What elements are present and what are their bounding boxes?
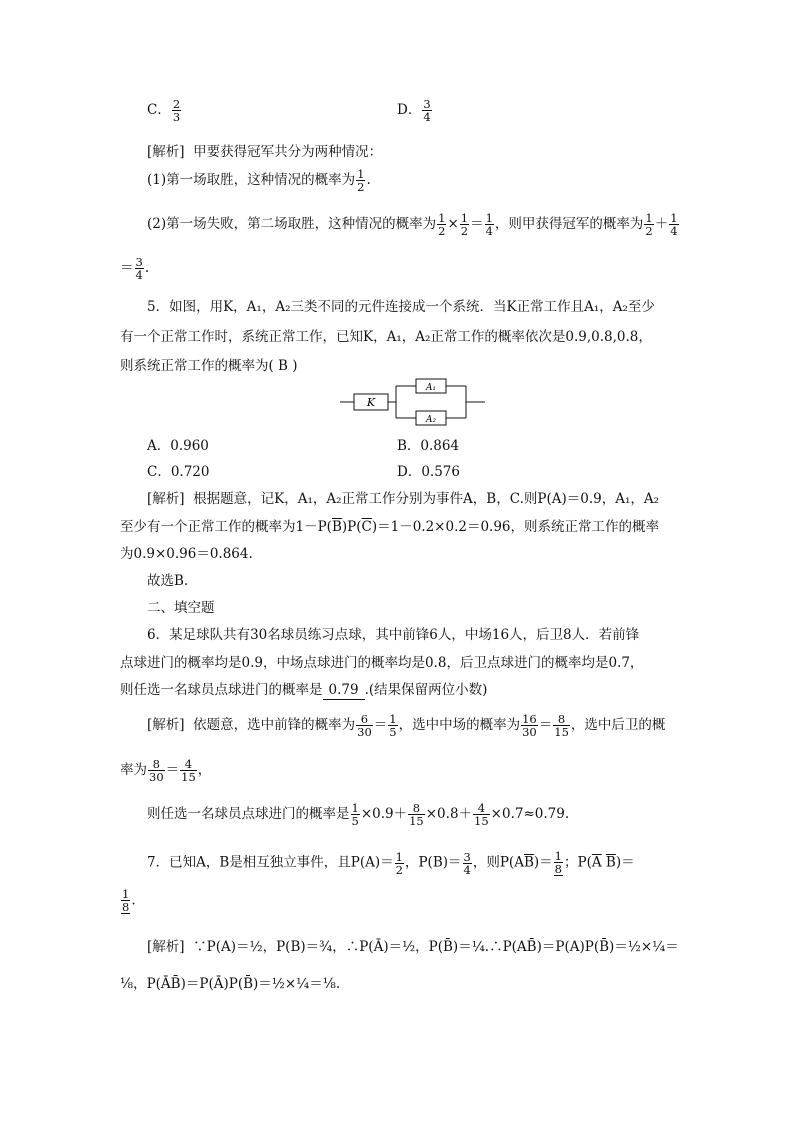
q7-answer2: $\frac{1}{8}$ . (122, 887, 136, 914)
q7-analysis-line2: ⅛，P(ĀB̄)＝P(Ā)P(B̄)＝½×¼＝⅛. (120, 976, 341, 992)
q7-stem-line1: 7．已知A，B是相互独立事件，且P(A)＝ $\frac{1}{2}$ ，P(B)＝ $\frac{3}{4}$ ，则$P(A\overline{B})=$ $\frac{1}{8}$ ；$P(\overline{A}$ $\overline{B})=$ (147, 849, 635, 877)
q6-analysis-line2: 率为 $\frac{8}{30}$ ＝ $\frac{4}{15}$ ， (120, 757, 212, 784)
q5-stem-line2: 有一个正常工作时，系统正常工作，已知K，A₁，A₂正常工作的概率依次是0.9,0.8,0.8， (120, 329, 652, 345)
q4-case1: (1)第一场取胜，这种情况的概率为 $\frac{1}{2}$ . (147, 167, 371, 194)
q4-option-d: D． $\frac{3}{4}$ (397, 97, 431, 124)
q5-stem-line3: 则系统正常工作的概率为( B ) (120, 358, 298, 374)
q6-answer: 0.79 (323, 681, 365, 700)
q6-stem-line2: 点球进门的概率均是0.9，中场点球进门的概率均是0.8，后卫点球进门的概率均是0.7， (120, 655, 644, 671)
q5-option-a: A．0.960 (147, 438, 209, 454)
circuit-diagram (340, 376, 490, 428)
q6-stem-line3: 则任选一名球员点球进门的概率是 0.79 .(结果保留两位小数) (120, 682, 488, 698)
q5-analysis-line2: 至少有一个正常工作的概率为$1-P(\overline{B})P(\overline{C})=1-0.2\times 0.2=0.96$，则系统正常工作的概率 (120, 519, 660, 535)
q6-analysis-line1: [解析] 依题意，选中前锋的概率为 $\frac{6}{30}$ ＝ $\frac{1}{5}$ ，选中中场的概率为 $\frac{16}{30}$ ＝ $\frac{8}{15}$ ，选中后卫的概 (147, 712, 666, 739)
component-k-label: K (366, 396, 376, 409)
q6-analysis-line3: 则任选一名球员点球进门的概率是 $\frac{1}{5}$ ×0.9＋ $\frac{8}{15}$ ×0.8＋ $\frac{4}{15}$ ×0.7≈0.79. (147, 801, 570, 828)
q5-option-c: C．0.720 (147, 464, 210, 480)
q5-stem-line1: 5．如图，用K，A₁，A₂三类不同的元件连接成一个系统．当K正常工作且A₁，A₂至少 (147, 299, 655, 315)
q4-option-c: C． $\frac{2}{3}$ (147, 97, 181, 124)
q4-case2: (2)第一场失败，第二场取胜，这种情况的概率为 $\frac{1}{2}$ × $\frac{1}{2}$ ＝ $\frac{1}{4}$ ，则甲获得冠军的概率为 $\frac{1}{2}$ ＋ $\frac{1}{4}$ (147, 211, 678, 238)
q5-option-d: D．0.576 (397, 464, 460, 480)
q5-conclusion: 故选B. (147, 573, 189, 589)
q6-stem-line1: 6．某足球队共有30名球员练习点球，其中前锋6人，中场16人，后卫8人．若前锋 (147, 627, 640, 643)
section-title-fill-blank: 二、填空题 (147, 600, 215, 616)
component-a2-label: A₂ (425, 415, 437, 425)
component-a1-label: A₁ (425, 383, 437, 393)
q5-analysis-line1: [解析] 根据题意，记K，A₁，A₂正常工作分别为事件A，B，C.则P(A)＝0.9，A₁，A₂ (147, 491, 660, 507)
q7-analysis-line1: [解析] ∵P(A)＝½，P(B)＝¾，∴P(Ā)＝½，P(B̄)＝¼.∴P(AB̄)＝P(A)P(B̄)＝½×¼＝ (147, 939, 679, 955)
q4-result: ＝ $\frac{3}{4}$ . (120, 255, 150, 282)
q5-analysis-line3: 为0.9×0.96＝0.864. (120, 546, 253, 562)
q4-analysis-intro: [解析] 甲要获得冠军共分为两种情况： (147, 144, 383, 160)
q5-option-b: B．0.864 (397, 438, 460, 454)
